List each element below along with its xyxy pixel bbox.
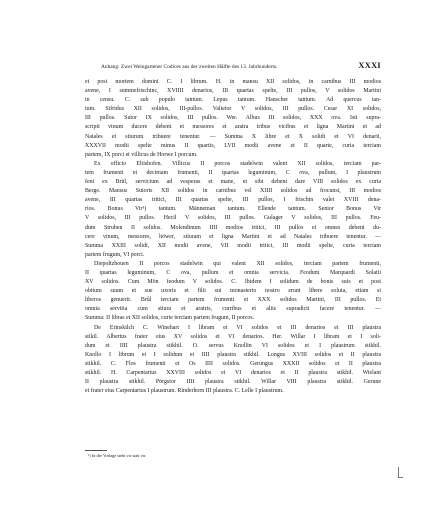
running-header	[85, 62, 381, 72]
footnote-rule	[85, 450, 107, 451]
footnote-marker: ¹)	[88, 453, 91, 458]
text-line: liberos genuerit. Brûl terciam partem frumenti et XXX solidos Martini, III pullos. Et	[85, 297, 381, 304]
paragraph	[85, 160, 381, 260]
text-line: rios. Bonus Vir¹) tantum. Männeman tantum. Ellende tantum. Senior Bonus Vir	[85, 206, 381, 213]
text-line: tem frumenti et decimam frumenti, II quartas leguminum, C ova, pullum, I plaustrum	[85, 169, 381, 176]
text-line: dum et IIII plaustra stikhil. O. servus Knollin VI solidos et I plaustrum stikhil.	[85, 342, 381, 349]
text-line: stikhil. H. Carpentarius XXVIII solidos et VI denarios et II plaustra stikhil. Wielant	[85, 370, 381, 376]
footnote	[88, 452, 146, 460]
paragraph	[85, 78, 381, 160]
text-line: Knollo I librum et I solidum et IIII plaustra stikhil. Longus XVIII solidos et II plaustra	[85, 351, 381, 358]
text-line: Ex officio Eltishofen. Villicus II porcos stadelwin valent XII solidos, terciam par-	[94, 160, 381, 167]
text-line: partem frugum, VI porci.	[85, 251, 145, 258]
text-line: Summa XXIII solidi, XII modii avene, VII modii tritici, III modii spelte, curia terciam	[85, 242, 381, 249]
text-line: II quartas leguminum, C ova, pullum et omnia servicia. Feodum Marquardi Solatii	[85, 269, 381, 276]
footnote-text: In der Vorlage steht vir statt vir.	[91, 453, 147, 458]
text-line: Summa: II libras et XII solidos, curie terciam partem frugum, II porcos.	[85, 315, 255, 322]
text-line: avene, I summefrischinc, XVIIII denarios, III quartas spelte, III pullos, V solidos Martini	[85, 88, 381, 95]
text-line: in censu. C. sub populo tantum. Lepus tantum. Hanscher tantum. Ad quercus tan-	[85, 97, 381, 104]
paragraph	[85, 260, 381, 324]
text-line: II plaustra stikhil. Pörgstor IIII plaustra stikhil. Willar VIII plaustra stikhil. Gerune	[85, 379, 381, 386]
text-line: III pullos. Sutor IX solidos, III pullos. Wer. Albus III solidos, XXX ova. Isti supra-	[85, 115, 381, 122]
text-line: dum Struben II solidos. Molendinum IIII modios tritici, III pullos et omnes debent du-	[85, 224, 381, 231]
text-line: feni ex Brül, servicium ad vesperas et mane, et sibi debent dare VIII solidos ex curia	[85, 179, 381, 186]
paragraph	[85, 324, 381, 397]
text-line: Berge. Mansus Sutoris XII solidos in carnibus vel XIIII solidos ad frocunst, III modios	[85, 188, 381, 195]
text-line: XV solidos. Cum Mön feodum V solidos. C. Ibidem I solidum de bonis suis et post	[85, 279, 381, 286]
text-line: V solidos, III pullos. Hecil V solidos, III pullos. Gulager V solidos, III pullos. Feu-	[85, 215, 381, 222]
header-title: Anhang: Zwei Weingartener Codices aus der zweiten Hälfte des 13. Jahrhunderts.	[101, 64, 278, 70]
text-line: partem, IX porci et villicus de Horwe I porcum.	[85, 151, 198, 158]
text-line: avene, III quartas tritici, III quartas spelte, III pullos, I frischin valet XVIII dena-	[85, 197, 381, 204]
text-line: De Erinskilch C. Winehart I libram et VI solidos et III denarios et III plaustra	[94, 324, 381, 331]
body-text	[85, 78, 381, 396]
text-line: stikhil. C. Flos frumenti et Os IIII solidos. Gerungus XXXII solidos et II plaustra	[85, 360, 381, 367]
margin-mark	[398, 467, 403, 478]
text-line: stikil. Albertus frater eius XV solidos et VI denarios. Her. Willar I libram et I soli-	[85, 333, 381, 340]
text-line: obitum suum et sue uxoris et filii sui monasterio nostro erunt libere soluta, etiam si	[85, 288, 381, 295]
text-line: XXXVII modii spelte minus II quartis, LVII modii avene et II quarte, curia terciam	[85, 142, 381, 149]
text-line: et post mortem domini C. I librum. H. in mansu XII solidos, in carnibus III modios	[85, 79, 381, 85]
text-line: Natales et stiurum tribuere tenentur. — Summa X libre et X solidi et VI denarii,	[85, 133, 381, 140]
page-number: XXXI	[358, 61, 381, 70]
text-line: omnia servitia cum stiura et aratris, curribus et aliis supradicti facere tenentur. —	[85, 306, 381, 313]
text-line: tum. Sifridus XII solidos, III-pullos. Valtetor V solidos, III pullos. Cesar XI solidos,	[85, 106, 381, 113]
text-line: cere vinum, messores, höwer, stiuram et ligna Martini et ad Natales tribuere tenentur. —	[85, 233, 381, 240]
text-line: et frater eius Carpentarius I plaustrum. Rinderhorn III plaustra. C. Lelle I plaustrum.	[85, 388, 284, 395]
text-line: scripti vinum ducere debent et messores et aratra tribus vicibus et ligna Martini et ad	[85, 124, 381, 131]
text-line: Diepoltzhouen II porcos stadelwin qui valent XII solidos, terciam partem frumenti,	[94, 260, 381, 267]
